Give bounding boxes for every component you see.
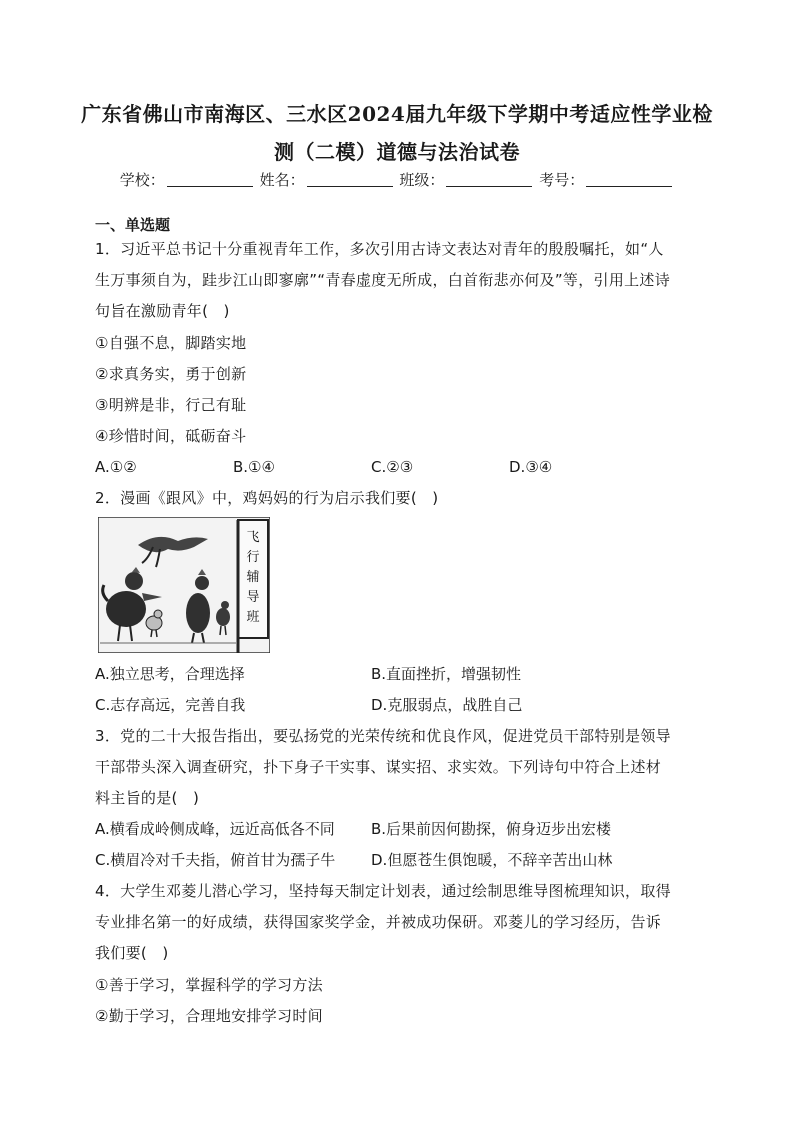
page-title-line-2: 测（二模）道德与法治试卷 xyxy=(274,140,520,164)
school-label: 学校： xyxy=(119,171,165,189)
q2-option-a[interactable]: A.独立思考，合理选择 xyxy=(95,665,245,683)
sign-char-1: 飞 xyxy=(246,530,260,545)
q3-option-b[interactable]: B.后果前因何勘探，俯身迈步出宏楼 xyxy=(371,820,612,838)
q1-item-3: ③明辨是非，行己有耻 xyxy=(95,396,247,414)
q1-stem-line-2: 生万事须自为，跬步江山即寥廓”“青春虚度无所成，白首衔悲亦何及”等，引用上述诗 xyxy=(95,271,671,289)
q2-option-b[interactable]: B.直面挫折，增强韧性 xyxy=(371,665,522,683)
q2-option-d[interactable]: D.克服弱点，战胜自己 xyxy=(371,696,523,714)
q1-stem-line-1: 1．习近平总书记十分重视青年工作，多次引用古诗文表达对青年的殷殷嘱托，如“人 xyxy=(95,240,664,258)
q1-option-c[interactable]: C.②③ xyxy=(371,458,414,476)
q3-stem-line-3: 料主旨的是( ) xyxy=(95,789,200,807)
q3-stem-line-2: 干部带头深入调查研究，扑下身子干实事、谋实招、求实效。下列诗句中符合上述材 xyxy=(95,758,662,776)
q4-stem-line-3: 我们要( ) xyxy=(95,944,169,962)
class-blank[interactable] xyxy=(446,170,532,187)
q1-item-4: ④珍惜时间，砥砺奋斗 xyxy=(95,427,247,445)
exam-no-label: 考号： xyxy=(539,171,585,189)
q1-option-b[interactable]: B.①④ xyxy=(233,458,275,476)
q3-option-d[interactable]: D.但愿苍生俱饱暖，不辞辛苦出山林 xyxy=(371,851,613,869)
q2-stem-line-1: 2．漫画《跟风》中，鸡妈妈的行为启示我们要( ) xyxy=(95,489,439,507)
sign-char-4: 导 xyxy=(246,590,260,605)
q3-stem-line-1: 3．党的二十大报告指出，要弘扬党的光荣传统和优良作风，促进党员干部特别是领导 xyxy=(95,727,671,745)
q1-item-1: ①自强不息，脚踏实地 xyxy=(95,334,247,352)
q1-option-d[interactable]: D.③④ xyxy=(509,458,553,476)
student-info-row xyxy=(0,168,794,192)
class-label: 班级： xyxy=(399,171,445,189)
q4-stem-line-2: 专业排名第一的好成绩，获得国家奖学金，并被成功保研。邓菱儿的学习经历，告诉 xyxy=(95,913,662,931)
school-blank[interactable] xyxy=(167,170,253,187)
name-blank[interactable] xyxy=(307,170,393,187)
name-label: 姓名： xyxy=(259,171,305,189)
sign-char-5: 班 xyxy=(246,610,260,625)
sign-char-2: 行 xyxy=(246,550,260,565)
q3-option-a[interactable]: A.横看成岭侧成峰，远近高低各不同 xyxy=(95,820,335,838)
q1-stem-line-3: 句旨在激励青年( ) xyxy=(95,302,230,320)
q4-item-1: ①善于学习，掌握科学的学习方法 xyxy=(95,976,323,994)
q1-option-a[interactable]: A.①② xyxy=(95,458,137,476)
section-title: 一、单选题 xyxy=(95,216,171,234)
q2-option-c[interactable]: C.志存高远，完善自我 xyxy=(95,696,246,714)
q4-item-2: ②勤于学习，合理地安排学习时间 xyxy=(95,1007,323,1025)
q1-item-2: ②求真务实，勇于创新 xyxy=(95,365,247,383)
exam-no-blank[interactable] xyxy=(586,170,672,187)
q4-stem-line-1: 4．大学生邓菱儿潜心学习，坚持每天制定计划表，通过绘制思维导图梳理知识，取得 xyxy=(95,882,671,900)
cartoon-image xyxy=(98,517,270,653)
sign-char-3: 辅 xyxy=(246,570,260,585)
q3-option-c[interactable]: C.横眉冷对千夫指，俯首甘为孺子牛 xyxy=(95,851,336,869)
page-title-line-1: 广东省佛山市南海区、三水区2024届九年级下学期中考适应性学业检 xyxy=(81,102,713,126)
